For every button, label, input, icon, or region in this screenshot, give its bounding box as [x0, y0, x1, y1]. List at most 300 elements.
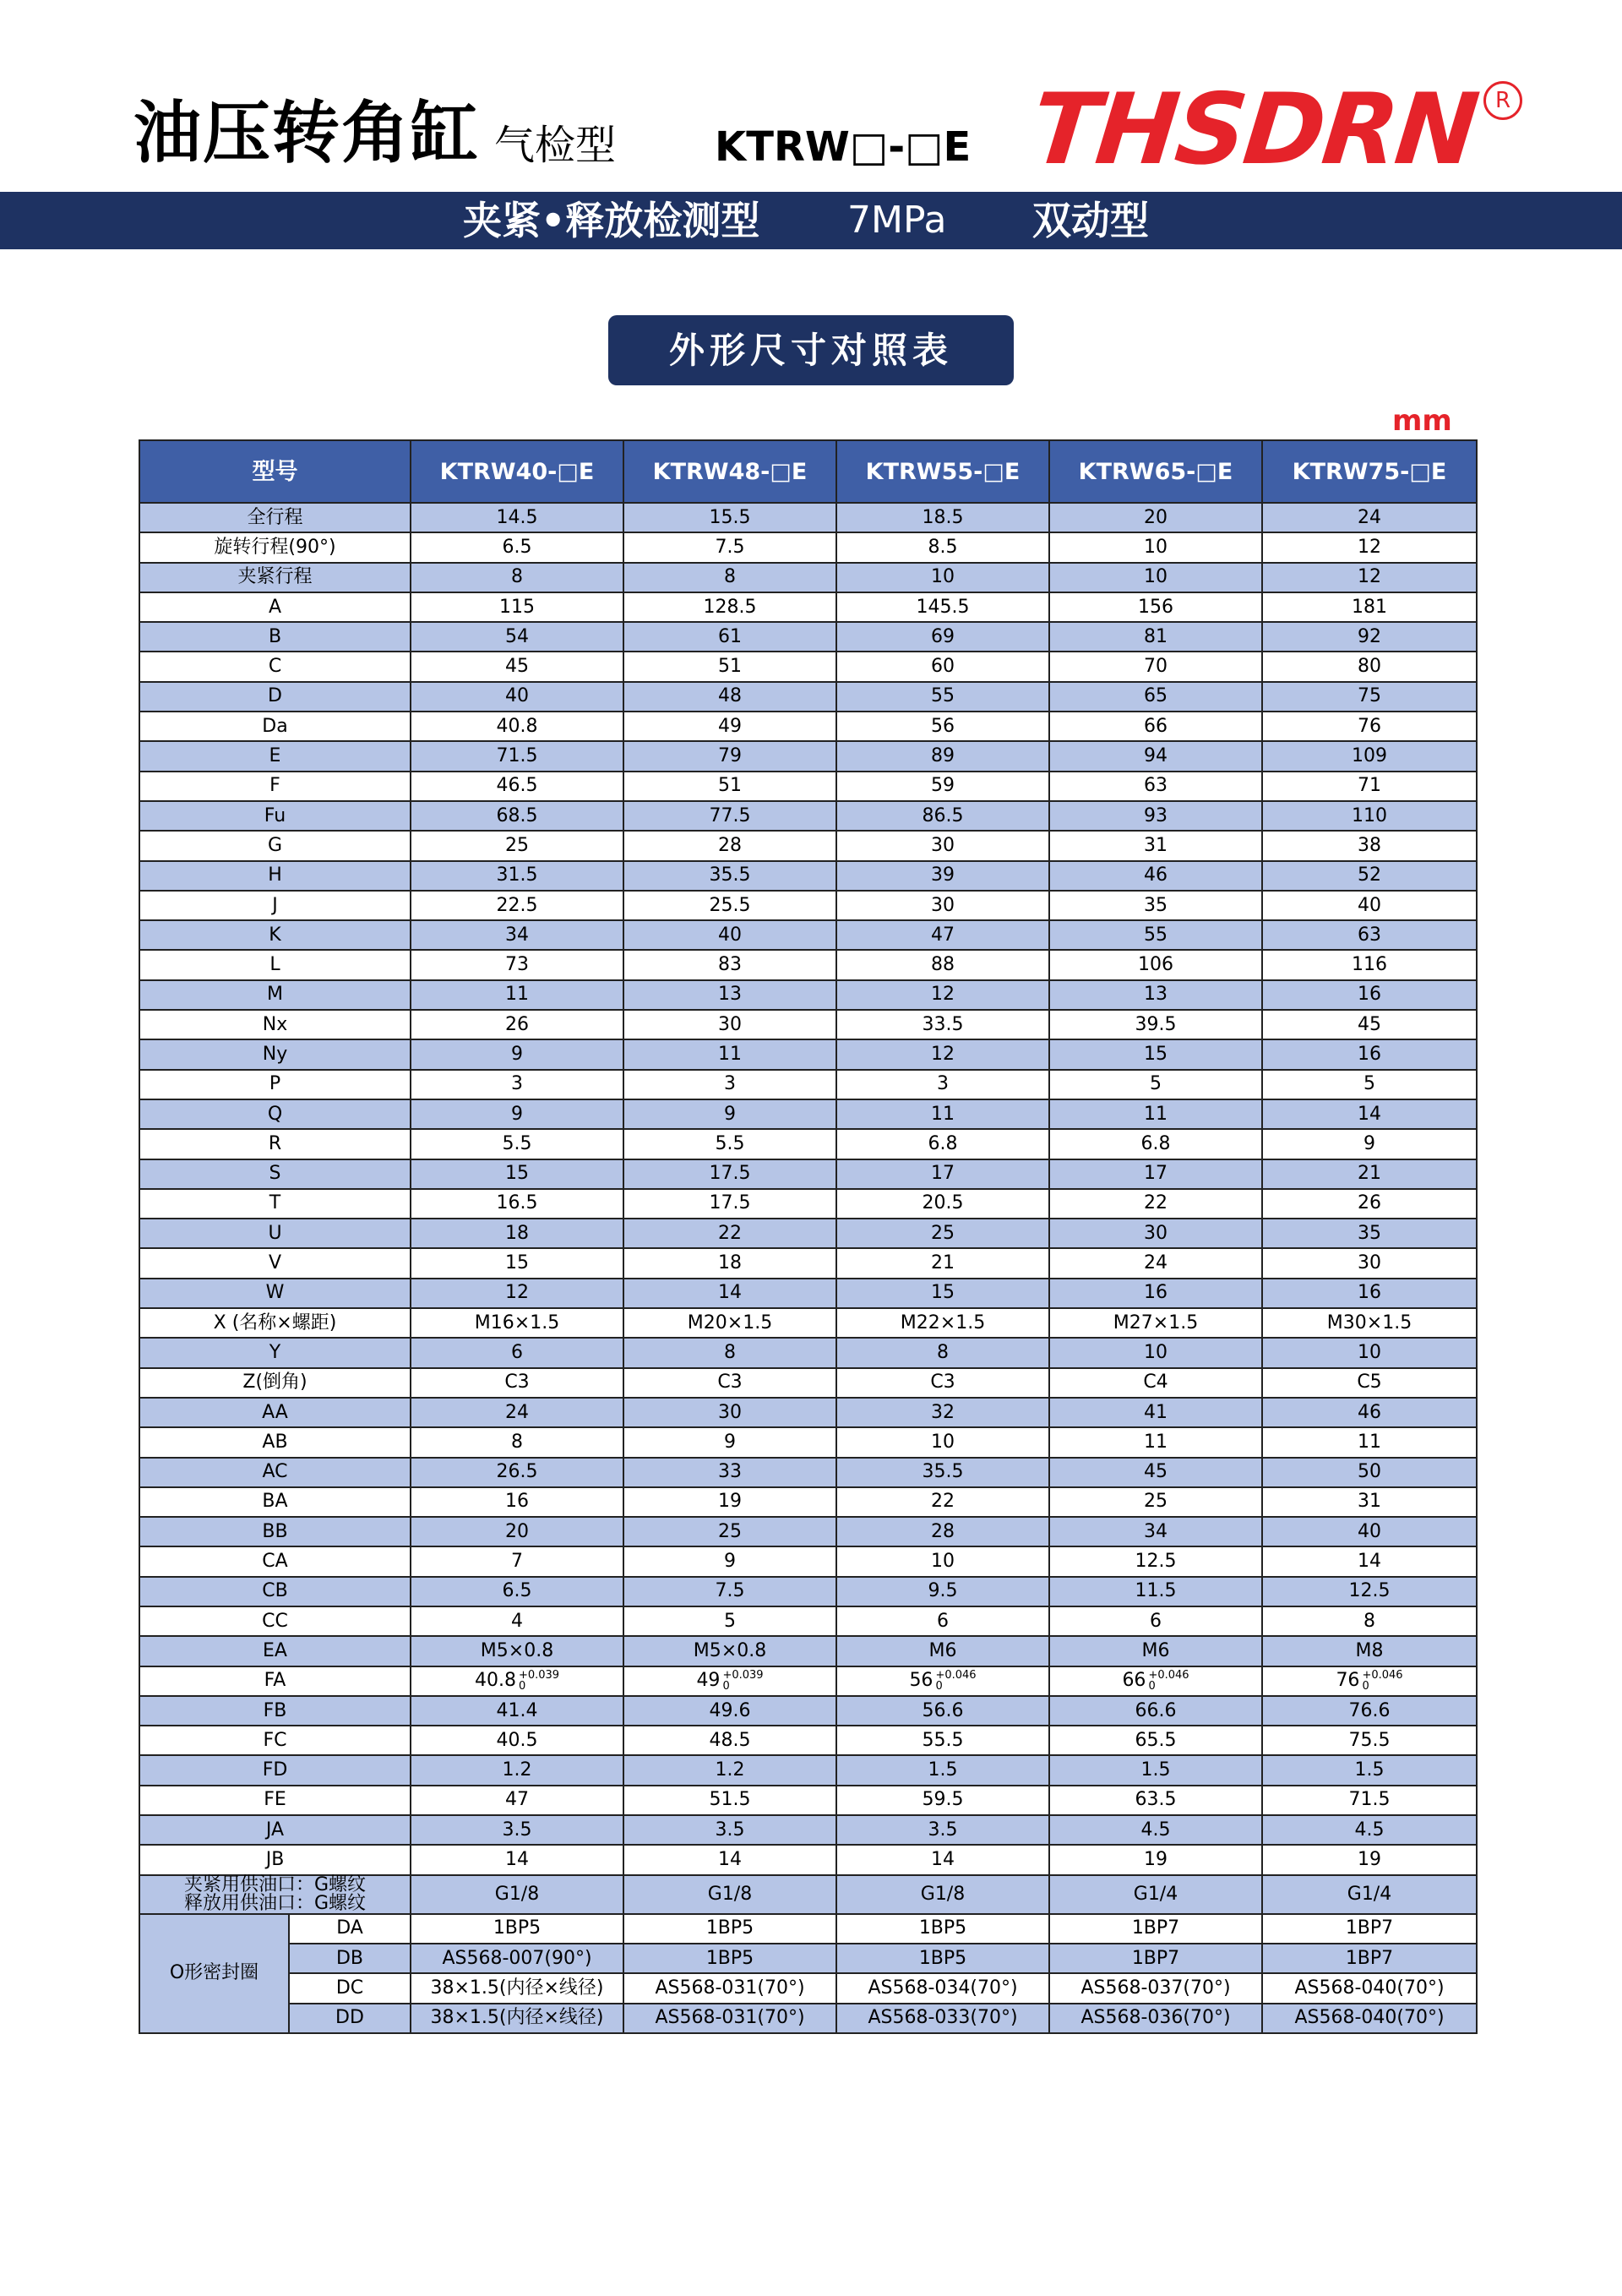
table-cell: 18.5 [836, 503, 1049, 532]
row-label: V [139, 1248, 411, 1278]
table-cell: 51.5 [623, 1786, 836, 1815]
table-cell: 11 [1049, 1099, 1262, 1129]
table-cell: 48.5 [623, 1726, 836, 1755]
table-cell: 46.5 [411, 772, 623, 801]
row-label: Ny [139, 1039, 411, 1069]
table-cell: 1BP5 [836, 1944, 1049, 1973]
table-cell: AS568-033(70°) [836, 2004, 1049, 2033]
table-cell: 70 [1049, 652, 1262, 681]
table-cell: 30 [623, 1010, 836, 1039]
table-cell: M16×1.5 [411, 1308, 623, 1338]
table-cell: 116 [1262, 950, 1477, 979]
table-row [139, 1010, 1477, 1039]
table-cell: 8 [1262, 1606, 1477, 1636]
table-cell: 1BP5 [836, 1914, 1049, 1944]
table-cell: 181 [1262, 592, 1477, 622]
table-cell: 33 [623, 1458, 836, 1487]
table-cell: 7.5 [623, 1577, 836, 1606]
table-cell: 94 [1049, 741, 1262, 771]
header-model: KTRW65-□E [1049, 440, 1262, 503]
row-label: BB [139, 1517, 411, 1546]
table-cell: 14 [836, 1845, 1049, 1874]
table-cell: 19 [1049, 1845, 1262, 1874]
table-cell: 16 [1262, 1279, 1477, 1308]
table-cell: 26.5 [411, 1458, 623, 1487]
row-label: X (名称×螺距) [139, 1308, 411, 1338]
table-row [139, 980, 1477, 1010]
table-cell: 32 [836, 1398, 1049, 1427]
tolerance-upper: +0.046 [1148, 1669, 1189, 1682]
table-cell: 40 [1262, 891, 1477, 920]
table-cell: 47 [836, 920, 1049, 950]
table-cell: 24 [1049, 1248, 1262, 1278]
table-row [139, 1458, 1477, 1487]
table-cell: 30 [836, 891, 1049, 920]
table-cell: AS568-036(70°) [1049, 2004, 1262, 2033]
table-cell: C3 [411, 1368, 623, 1398]
table-cell: 28 [623, 831, 836, 860]
table-cell: 59.5 [836, 1786, 1049, 1815]
table-row [139, 563, 1477, 592]
row-label: CC [139, 1606, 411, 1636]
table-row [139, 891, 1477, 920]
table-cell: 52 [1262, 861, 1477, 891]
table-cell: 8 [623, 563, 836, 592]
table-cell: 40 [1262, 1517, 1477, 1546]
header-model-label: 型号 [139, 440, 411, 503]
table-cell: 12 [411, 1279, 623, 1308]
table-cell: 8 [623, 1338, 836, 1367]
row-label: Nx [139, 1010, 411, 1039]
page-title: 油压转角缸 [133, 94, 480, 172]
table-cell: 15 [411, 1159, 623, 1189]
table-cell: 14 [623, 1845, 836, 1874]
table-cell: 54 [411, 622, 623, 652]
tolerance-range [519, 1670, 559, 1692]
table-cell: 38 [1262, 831, 1477, 860]
table-cell: 9 [411, 1099, 623, 1129]
row-label: R [139, 1129, 411, 1159]
row-label: EA [139, 1636, 411, 1666]
table-cell: 86.5 [836, 801, 1049, 831]
table-cell: 12 [836, 980, 1049, 1010]
row-label: M [139, 980, 411, 1010]
table-cell-tolerance [1049, 1666, 1262, 1696]
table-cell: 21 [836, 1248, 1049, 1278]
table-cell-tolerance [411, 1666, 623, 1696]
table-row [139, 1308, 1477, 1338]
table-cell: 1BP5 [623, 1914, 836, 1944]
table-cell: 10 [1049, 563, 1262, 592]
table-row [139, 1577, 1477, 1606]
brand-logo: THSDRN [1026, 73, 1482, 187]
tolerance-lower: 0 [722, 1680, 730, 1693]
table-cell: 6 [836, 1606, 1049, 1636]
row-label: H [139, 861, 411, 891]
table-cell: 1.5 [1049, 1755, 1262, 1785]
table-cell: 65 [1049, 682, 1262, 712]
table-cell: 1.2 [411, 1755, 623, 1785]
spec-banner [0, 192, 1622, 249]
table-cell: 14 [1262, 1099, 1477, 1129]
table-cell: 10 [1262, 1338, 1477, 1367]
row-label: P [139, 1070, 411, 1099]
table-cell: 80 [1262, 652, 1477, 681]
table-cell: 4.5 [1262, 1815, 1477, 1845]
table-row-oil-port [139, 1875, 1477, 1914]
dimension-table [139, 439, 1478, 2034]
table-cell: 22.5 [411, 891, 623, 920]
table-cell: M5×0.8 [623, 1636, 836, 1666]
table-cell: 9 [623, 1546, 836, 1576]
table-cell: 3 [411, 1070, 623, 1099]
table-cell: 77.5 [623, 801, 836, 831]
table-cell: 9.5 [836, 1577, 1049, 1606]
tolerance-range [1362, 1670, 1402, 1692]
table-cell: 1BP7 [1049, 1944, 1262, 1973]
table-cell: 31 [1049, 831, 1262, 860]
row-label: 全行程 [139, 503, 411, 532]
table-row-oring [139, 2004, 1477, 2033]
table-cell: 106 [1049, 950, 1262, 979]
row-label [139, 1875, 411, 1914]
table-row [139, 652, 1477, 681]
row-label: C [139, 652, 411, 681]
table-cell: 6 [411, 1338, 623, 1367]
table-cell: G1/4 [1262, 1875, 1477, 1914]
table-cell: 35 [1262, 1219, 1477, 1248]
tolerance-range [1148, 1670, 1189, 1692]
table-cell: 17.5 [623, 1159, 836, 1189]
row-label: G [139, 831, 411, 860]
table-cell: 30 [623, 1398, 836, 1427]
table-cell: 25 [411, 831, 623, 860]
table-cell: 31.5 [411, 861, 623, 891]
table-cell: 47 [411, 1786, 623, 1815]
table-cell-tolerance [623, 1666, 836, 1696]
table-cell: 7 [411, 1546, 623, 1576]
table-cell: 1BP5 [623, 1944, 836, 1973]
table-cell: AS568-037(70°) [1049, 1973, 1262, 2003]
table-cell: 17 [1049, 1159, 1262, 1189]
table-cell-tolerance [1262, 1666, 1477, 1696]
row-label: JB [139, 1845, 411, 1874]
table-cell: M8 [1262, 1636, 1477, 1666]
row-label: 夹紧行程 [139, 563, 411, 592]
row-label: 旋转行程(90°) [139, 532, 411, 562]
section-title: 外形尺寸对照表 [608, 315, 1014, 385]
table-cell: 55.5 [836, 1726, 1049, 1755]
row-label: T [139, 1189, 411, 1219]
table-cell: 4 [411, 1606, 623, 1636]
table-row [139, 532, 1477, 562]
table-cell: 63 [1262, 920, 1477, 950]
table-row [139, 1338, 1477, 1367]
table-cell: 25 [623, 1517, 836, 1546]
table-cell: M5×0.8 [411, 1636, 623, 1666]
table-cell: 49.6 [623, 1696, 836, 1726]
table-cell: 79 [623, 741, 836, 771]
table-row [139, 1129, 1477, 1159]
table-cell: 11 [1262, 1427, 1477, 1457]
table-cell: 35.5 [836, 1458, 1049, 1487]
table-cell: 1BP7 [1262, 1914, 1477, 1944]
tolerance-range [935, 1670, 976, 1692]
table-cell: 48 [623, 682, 836, 712]
table-row [139, 1696, 1477, 1726]
table-cell: 11 [1049, 1427, 1262, 1457]
tolerance-lower: 0 [1362, 1680, 1369, 1693]
table-cell: 26 [1262, 1189, 1477, 1219]
table-row [139, 1726, 1477, 1755]
table-cell: 61 [623, 622, 836, 652]
row-label: S [139, 1159, 411, 1189]
row-label: FA [139, 1666, 411, 1696]
table-row-oring [139, 1944, 1477, 1973]
oil-label-release: 释放用供油口：G螺纹 [183, 1892, 367, 1914]
tolerance-base: 40.8 [474, 1670, 516, 1692]
oring-sub-label: DC [289, 1973, 411, 2003]
table-cell: 30 [1049, 1219, 1262, 1248]
row-label: A [139, 592, 411, 622]
table-cell: 46 [1049, 861, 1262, 891]
table-cell: 41.4 [411, 1696, 623, 1726]
row-label: B [139, 622, 411, 652]
table-cell: 156 [1049, 592, 1262, 622]
table-cell: 5 [1262, 1070, 1477, 1099]
table-row [139, 712, 1477, 741]
table-cell: 51 [623, 652, 836, 681]
model-code: KTRW□-□E [715, 123, 972, 171]
table-cell: 5.5 [623, 1129, 836, 1159]
tolerance-base: 49 [696, 1670, 721, 1692]
page-subtitle: 气检型 [494, 122, 617, 169]
table-cell: 5.5 [411, 1129, 623, 1159]
table-cell: 1BP7 [1262, 1944, 1477, 1973]
table-cell: 68.5 [411, 801, 623, 831]
unit-label: mm [1392, 404, 1452, 438]
table-cell: 69 [836, 622, 1049, 652]
table-cell: 5 [623, 1606, 836, 1636]
table-row [139, 920, 1477, 950]
table-cell: 39.5 [1049, 1010, 1262, 1039]
table-cell: 19 [623, 1487, 836, 1517]
table-cell: 8 [836, 1338, 1049, 1367]
tolerance-upper: +0.046 [1362, 1669, 1403, 1682]
table-cell: 39 [836, 861, 1049, 891]
tolerance-lower: 0 [935, 1680, 943, 1693]
table-cell: 20.5 [836, 1189, 1049, 1219]
table-row [139, 1666, 1477, 1696]
table-cell: 12 [836, 1039, 1049, 1069]
table-cell: 15 [411, 1248, 623, 1278]
banner-action: 双动型 [1032, 198, 1149, 243]
table-cell: 19 [1262, 1845, 1477, 1874]
table-cell: 11.5 [1049, 1577, 1262, 1606]
table-cell: 3.5 [411, 1815, 623, 1845]
header-model: KTRW40-□E [411, 440, 623, 503]
table-row [139, 1368, 1477, 1398]
table-cell: G1/8 [836, 1875, 1049, 1914]
table-cell: 45 [411, 652, 623, 681]
table-cell: 45 [1262, 1010, 1477, 1039]
table-cell: 81 [1049, 622, 1262, 652]
row-label: Z(倒角) [139, 1368, 411, 1398]
table-cell: AS568-031(70°) [623, 1973, 836, 2003]
table-cell: 59 [836, 772, 1049, 801]
table-cell: 16 [1049, 1279, 1262, 1308]
table-cell: 21 [1262, 1159, 1477, 1189]
row-label: AA [139, 1398, 411, 1427]
table-cell: AS568-031(70°) [623, 2004, 836, 2033]
table-cell: 128.5 [623, 592, 836, 622]
table-cell: M6 [1049, 1636, 1262, 1666]
table-cell: 40.8 [411, 712, 623, 741]
row-label: Q [139, 1099, 411, 1129]
table-cell: 8 [411, 563, 623, 592]
tolerance-range [722, 1670, 763, 1692]
table-cell: C3 [836, 1368, 1049, 1398]
table-cell: 3.5 [623, 1815, 836, 1845]
table-cell: 20 [1049, 503, 1262, 532]
table-cell: 25 [1049, 1487, 1262, 1517]
table-cell: 7.5 [623, 532, 836, 562]
table-cell: M22×1.5 [836, 1308, 1049, 1338]
table-cell: 13 [623, 980, 836, 1010]
table-row-oring [139, 1914, 1477, 1944]
table-cell: 16 [1262, 1039, 1477, 1069]
table-cell: 1.5 [836, 1755, 1049, 1785]
table-cell: 110 [1262, 801, 1477, 831]
table-cell: M20×1.5 [623, 1308, 836, 1338]
table-cell: 6.8 [1049, 1129, 1262, 1159]
table-cell: 15 [836, 1279, 1049, 1308]
row-label: FC [139, 1726, 411, 1755]
table-cell-tolerance [836, 1666, 1049, 1696]
table-cell: 50 [1262, 1458, 1477, 1487]
table-cell: 20 [411, 1517, 623, 1546]
table-cell: 75.5 [1262, 1726, 1477, 1755]
table-cell: 51 [623, 772, 836, 801]
table-cell: 9 [411, 1039, 623, 1069]
table-cell: C3 [623, 1368, 836, 1398]
row-label: K [139, 920, 411, 950]
table-row [139, 950, 1477, 979]
row-label: BA [139, 1487, 411, 1517]
row-label: FB [139, 1696, 411, 1726]
row-label: AB [139, 1427, 411, 1457]
table-row [139, 1636, 1477, 1666]
table-cell: 9 [1262, 1129, 1477, 1159]
table-row [139, 1099, 1477, 1129]
table-row [139, 861, 1477, 891]
row-label: D [139, 682, 411, 712]
table-cell: 3 [836, 1070, 1049, 1099]
table-cell: 15 [1049, 1039, 1262, 1069]
table-cell: 1BP5 [411, 1914, 623, 1944]
tolerance-base: 76 [1336, 1670, 1360, 1692]
table-cell: 35.5 [623, 861, 836, 891]
table-cell: 75 [1262, 682, 1477, 712]
table-cell: 83 [623, 950, 836, 979]
row-label: E [139, 741, 411, 771]
row-label: W [139, 1279, 411, 1308]
table-cell: 6.5 [411, 1577, 623, 1606]
table-cell: 22 [1049, 1189, 1262, 1219]
table-row [139, 1279, 1477, 1308]
table-row [139, 1546, 1477, 1576]
table-cell: 92 [1262, 622, 1477, 652]
table-cell: 34 [411, 920, 623, 950]
table-cell: 65.5 [1049, 1726, 1262, 1755]
table-cell: 11 [623, 1039, 836, 1069]
row-label: JA [139, 1815, 411, 1845]
table-cell: 12 [1262, 563, 1477, 592]
table-cell: G1/8 [411, 1875, 623, 1914]
table-cell: M30×1.5 [1262, 1308, 1477, 1338]
table-cell: 3 [623, 1070, 836, 1099]
table-row [139, 1815, 1477, 1845]
table-cell: 9 [623, 1099, 836, 1129]
row-label: Y [139, 1338, 411, 1367]
oring-group-label: O形密封圈 [139, 1914, 289, 2033]
table-cell: 25 [836, 1219, 1049, 1248]
table-cell: 16 [411, 1487, 623, 1517]
table-cell: 115 [411, 592, 623, 622]
table-cell: 11 [836, 1099, 1049, 1129]
table-cell: 12.5 [1049, 1546, 1262, 1576]
table-cell: 18 [411, 1219, 623, 1248]
table-cell: 76 [1262, 712, 1477, 741]
table-cell: 4.5 [1049, 1815, 1262, 1845]
table-cell: 31 [1262, 1487, 1477, 1517]
tolerance-upper: +0.039 [518, 1669, 560, 1682]
tolerance-lower: 0 [518, 1680, 526, 1693]
tolerance-upper: +0.046 [935, 1669, 977, 1682]
table-cell: 40.5 [411, 1726, 623, 1755]
row-label: FD [139, 1755, 411, 1785]
table-cell: AS568-040(70°) [1262, 1973, 1477, 2003]
table-cell: 10 [836, 1427, 1049, 1457]
table-row-oring [139, 1973, 1477, 2003]
row-label: Fu [139, 801, 411, 831]
table-cell: 8 [411, 1427, 623, 1457]
table-row [139, 1039, 1477, 1069]
table-cell: M27×1.5 [1049, 1308, 1262, 1338]
row-label: U [139, 1219, 411, 1248]
table-cell: 55 [836, 682, 1049, 712]
table-cell: 88 [836, 950, 1049, 979]
table-cell: 22 [623, 1219, 836, 1248]
table-cell: 56 [836, 712, 1049, 741]
row-label: J [139, 891, 411, 920]
table-row [139, 1219, 1477, 1248]
table-cell: G1/4 [1049, 1875, 1262, 1914]
row-label: AC [139, 1458, 411, 1487]
table-cell: 40 [623, 920, 836, 950]
table-cell: 25.5 [623, 891, 836, 920]
table-cell: 28 [836, 1517, 1049, 1546]
table-row [139, 1159, 1477, 1189]
table-cell: 14.5 [411, 503, 623, 532]
table-cell: 14 [411, 1845, 623, 1874]
table-cell: 6.5 [411, 532, 623, 562]
tolerance-lower: 0 [1148, 1680, 1156, 1693]
table-row [139, 503, 1477, 532]
row-label: FE [139, 1786, 411, 1815]
table-cell: 15.5 [623, 503, 836, 532]
table-cell: 9 [623, 1427, 836, 1457]
